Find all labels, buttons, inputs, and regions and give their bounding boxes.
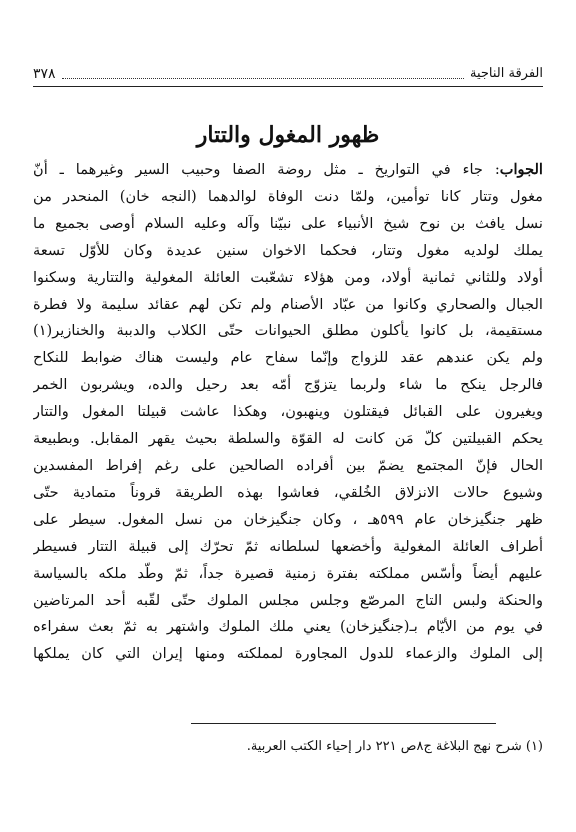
footnote: (١) شرح نهج البلاغة ج٨ص ٢٢١ دار إحياء الكتب العربية. <box>246 739 543 754</box>
text-line: يملك لولديه مغول وتتار، فحكما الاخوان سنين عديدة وكان للأوّل تسعة <box>33 241 543 259</box>
text-line: ظهر جنگيزخان عام ٥٩٩هـ ، وكان جنگيزخان من نسل المغول. سيطر على <box>33 510 543 528</box>
page-number: ٣٧٨ <box>33 66 56 82</box>
text-line: مستقيمة، بل كانوا يأكلون مطلق الحيوانات حتّى الكلاب والدببة والخنازير(١) <box>33 322 543 340</box>
answer-label: الجواب <box>499 161 543 178</box>
text-line: ويغيرون على القبائل فيقتلون وينهبون، وهكذا عاشت قبيلتا المغول والتتار <box>33 403 543 421</box>
footnote-separator <box>191 723 496 724</box>
chapter-title: ظهور المغول والتتار <box>196 122 380 148</box>
text-line: الجواب: جاء في التواريخ ـ مثل روضة الصفا وحبيب السير وغيرهما ـ أنّ <box>33 161 543 178</box>
text-line: يحكم القبيلتين كلّ مَن كانت له القوّة والسلطة بحيث يقهر المقابل. وبطبيعة <box>33 430 543 448</box>
text-line: أولاد وللثاني ثمانية أولاد، ومن هؤلاء تشعّبت العائلة المغولية والتتارية وسكنوا <box>33 268 543 286</box>
running-header <box>33 64 543 82</box>
text-line: الحال فإنّ المجتمع يضمّ بين أفراده الصالحين على رغم إفراط المفسدين <box>33 456 543 474</box>
text-line: نسل يافث بن نوح شيخ الأنبياء على نبيّنا وآله وعليه السلام أوصى بجميع ما <box>33 214 543 232</box>
text-line: والحنكة ولبس التاج المرصّع وجلس مجلس الملوك حتّى لقّبه أحد المرتاضين <box>33 591 543 609</box>
text-line: وشيوع حالات الانزلاق الخُلقي، فعاشوا بهذه الطريقة قروناً متمادية حتّى <box>33 483 543 501</box>
text-line: ولم يكن عندهم عقد للزواج وإنّما سفاح عام وليست هناك ضوابط للنكاح <box>33 349 543 367</box>
text-line: فالرجل ينكح ما شاء ولربما يتزوّج أمّه بعد رحيل والده، ويشربون الخمر <box>33 376 543 394</box>
body-text <box>33 157 543 668</box>
text-line: إلى الملوك والزعماء للدول المجاورة لمملكته ومنها إيران التي كان يملكها <box>33 645 543 663</box>
text-line: في يوم من الأيّام بـ(جنگيزخان) يعني ملك الملوك واشتهر به ثمّ بعث سفراءه <box>33 618 543 636</box>
text-line: أطراف العائلة المغولية وأخضعها لسلطانه ثمّ تحرّك إلى قبيلة التتار فسيطر <box>33 537 543 555</box>
book-title: الفرقة الناجية <box>469 66 543 81</box>
header-rule <box>33 86 543 87</box>
text-line: عليهم أيضاً وأسّس مملكته بفترة زمنية قصيرة جداً، ثمّ وطّد ملكه بالسياسة <box>33 564 543 582</box>
header-dot-leader <box>62 78 464 79</box>
text-line: الجبال والصحاري وكانوا من عبّاد الأصنام ولم تكن لهم عقائد سليمة ولا فطرة <box>33 295 543 313</box>
text-line: مغول وتتار كانا توأمين، ولمّا دنت الوفاة لوالدهما (النجه خان) المنحدر من <box>33 187 543 205</box>
